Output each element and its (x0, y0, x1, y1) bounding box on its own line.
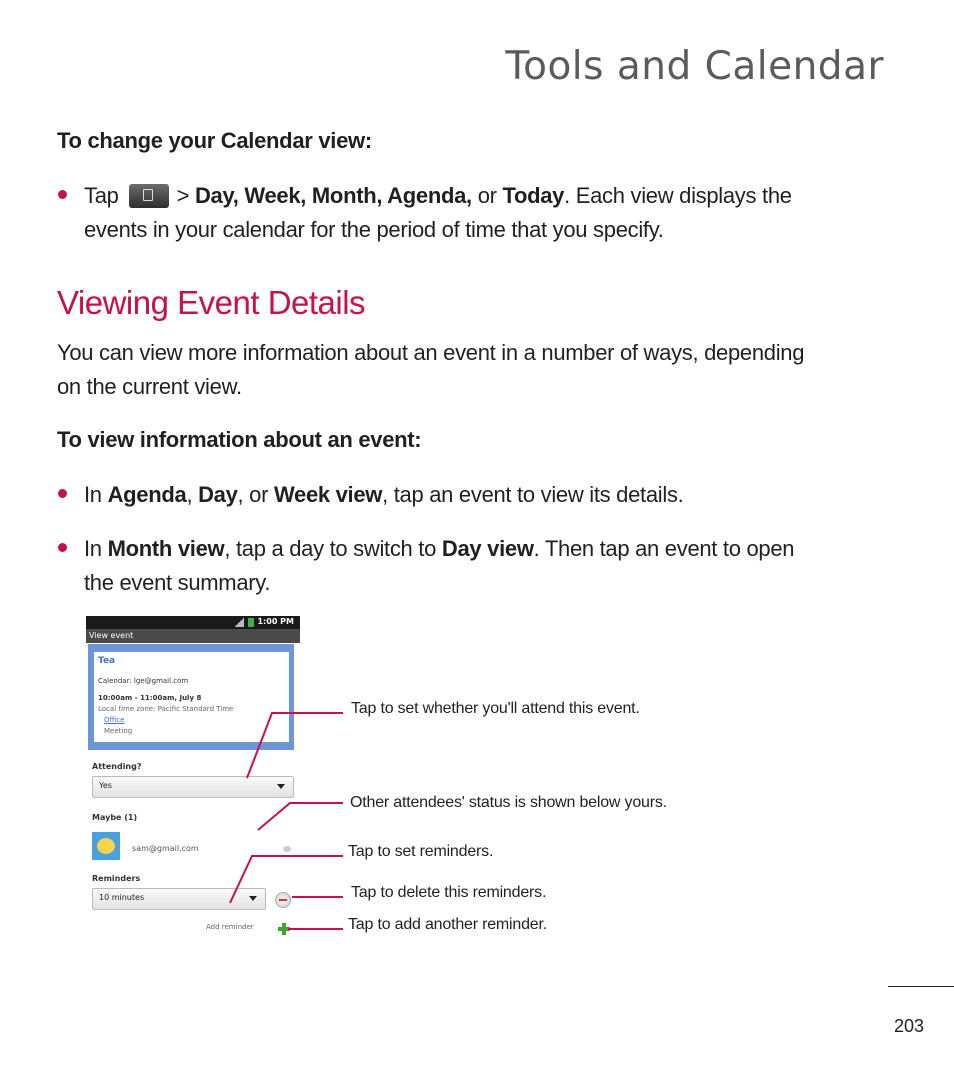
callout-reminders: Tap to set reminders. (348, 843, 494, 860)
bullet-line2: the event summary. (84, 570, 271, 595)
agenda-view: Agenda (107, 482, 187, 507)
event-time: 10:00am - 11:00am, July 8 (98, 694, 202, 702)
callout-attend: Tap to set whether you'll attend this event. (351, 700, 640, 717)
callout-delete: Tap to delete this reminders. (351, 884, 547, 901)
event-timezone: Local time zone: Pacific Standard Time (98, 705, 234, 713)
or-word: or (477, 183, 497, 208)
in-word: In (84, 482, 102, 507)
attendee-email: sam@gmail.com (132, 844, 199, 853)
page-header-title: Tools and Calendar (505, 44, 884, 89)
event-title: Tea (98, 656, 116, 666)
view-info-heading: To view information about an event: (57, 427, 422, 452)
callout-line-reminders (230, 856, 343, 903)
reminder-value: 10 minutes (99, 893, 145, 902)
intro-line1: You can view more information about an event in a number of ways, depending (57, 340, 805, 365)
comma-or: , or (237, 482, 269, 507)
tap-word: Tap (84, 183, 119, 208)
add-reminder-label[interactable]: Add reminder (206, 923, 254, 931)
callout-add: Tap to add another reminder. (348, 916, 547, 933)
bullet-line2: events in your calendar for the period of time that you specify. (84, 217, 664, 242)
intro-line2: on the current view. (57, 374, 242, 399)
event-location-link[interactable]: Office (104, 716, 125, 724)
callout-line-attend (247, 713, 343, 778)
screen-title: View event (89, 631, 134, 640)
bullet-rest: , tap an event to view its details. (382, 482, 684, 507)
month-view: Month view (107, 536, 225, 561)
today-option: Today (502, 183, 565, 208)
day-view: Day view (441, 536, 534, 561)
callout-line-attendees (258, 803, 343, 830)
week-view: Week view (273, 482, 383, 507)
day-view: Day (198, 482, 238, 507)
section-title: Viewing Event Details (57, 284, 366, 321)
calendar-view-heading: To change your Calendar view: (57, 128, 372, 153)
event-description: Meeting (104, 727, 133, 735)
view-options: Day, Week, Month, Agenda, (194, 183, 472, 208)
comma: , (186, 482, 193, 507)
callout-attendees: Other attendees' status is shown below yours. (350, 794, 667, 811)
bullet-mid: , tap a day to switch to (224, 536, 437, 561)
page-number: 203 (893, 1016, 924, 1036)
attending-label: Attending? (92, 762, 142, 771)
reminders-label: Reminders (92, 874, 141, 883)
event-calendar: Calendar: lge@gmail.com (98, 677, 189, 685)
attending-value: Yes (99, 781, 112, 790)
maybe-label: Maybe (1) (92, 813, 138, 822)
footer-rule (888, 986, 954, 987)
bullet-rest: . Then tap an event to open (533, 536, 795, 561)
gt-symbol: > (176, 183, 190, 208)
status-time: 1:00 PM (257, 617, 294, 626)
bullet-rest: . Each view displays the (564, 183, 792, 208)
in-word: In (84, 536, 102, 561)
